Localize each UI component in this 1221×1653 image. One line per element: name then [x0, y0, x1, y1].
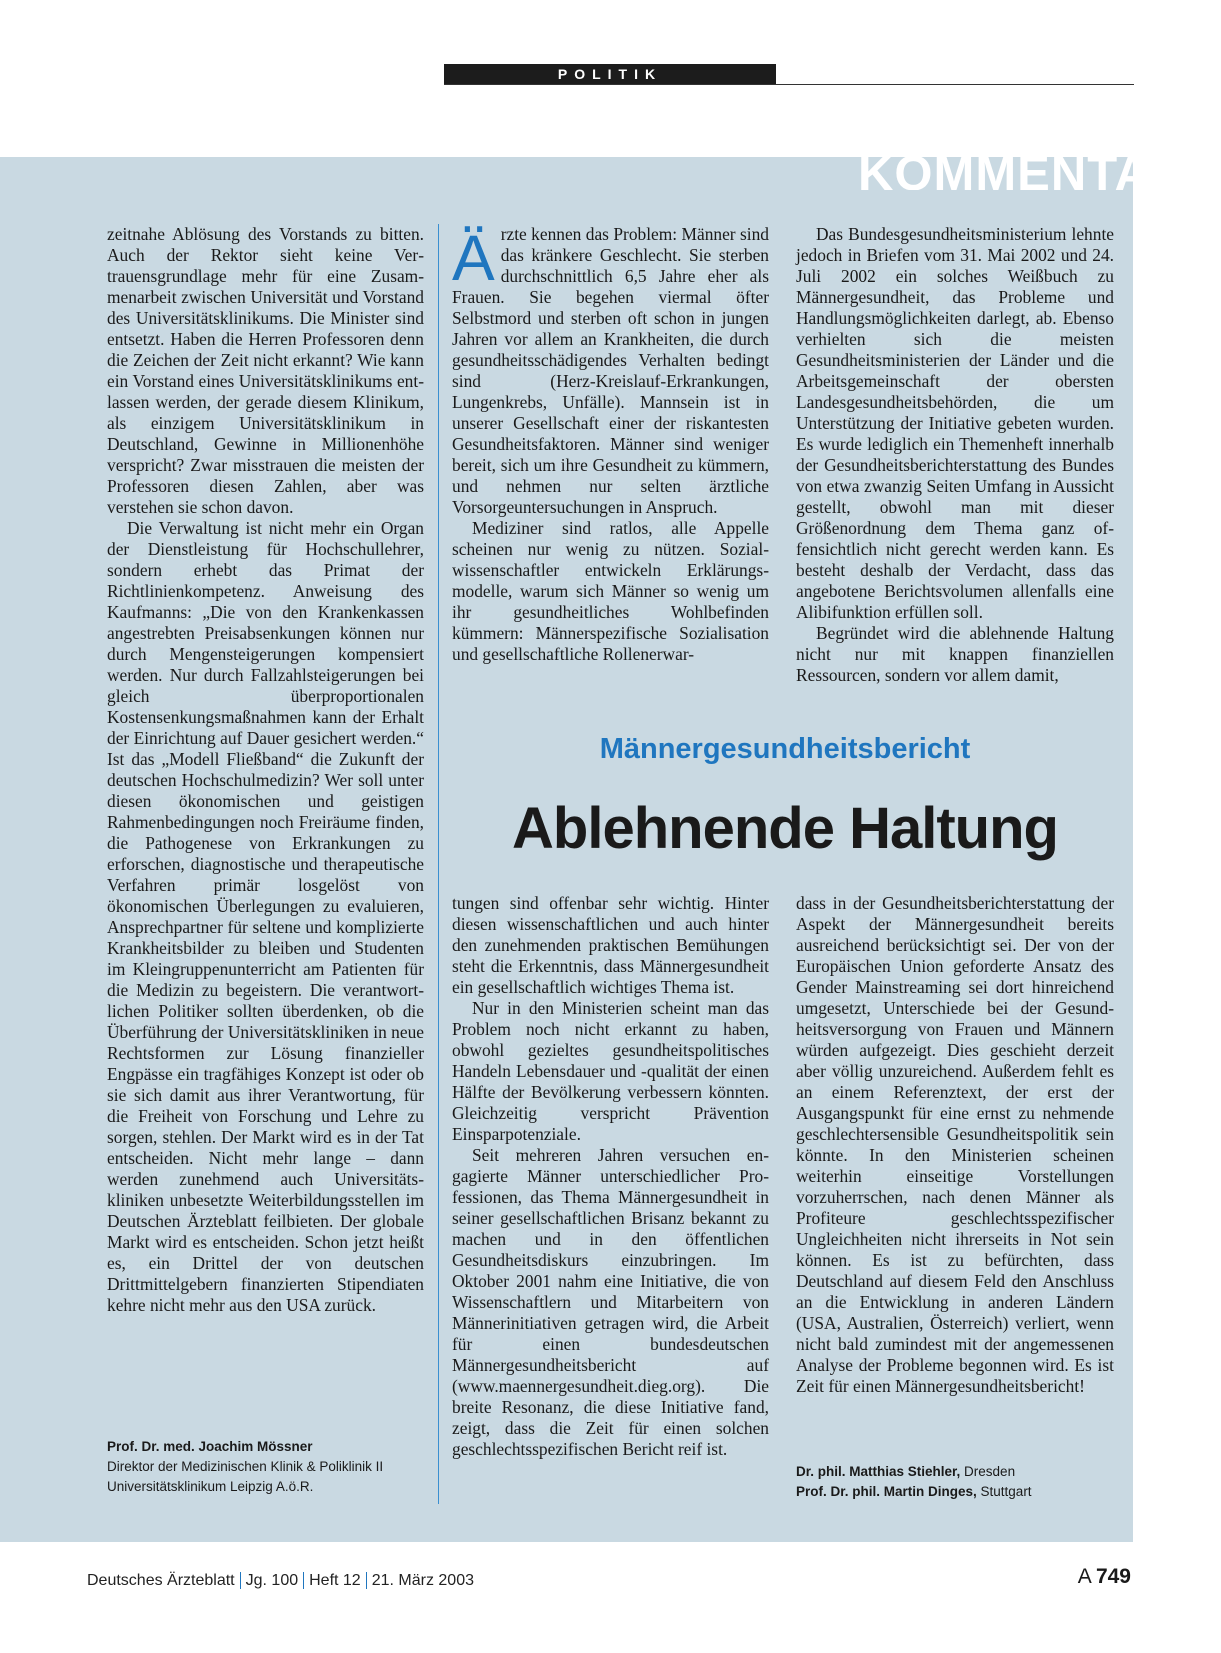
- footer-separator: [366, 1572, 367, 1589]
- column-divider: [438, 224, 439, 1504]
- author-city: Stuttgart: [976, 1484, 1032, 1499]
- section-label: POLITIK: [557, 66, 663, 82]
- left-commentary-column: [107, 224, 424, 1316]
- body-paragraph: Begründet wird die ablehnende Haltung nicht nur mit knappen finanziellen Ressourcen, sondern vor allem damit,: [796, 623, 1114, 685]
- article-kicker: Männergesundheitsbericht: [599, 733, 971, 765]
- author-affiliation: Direktor der Medizinischen Klinik & Poliklinik II: [107, 1459, 384, 1474]
- section-bar: [444, 64, 776, 85]
- lead-paragraph: [452, 224, 769, 518]
- kommentare-banner: KOMMENTARE: [858, 150, 1221, 190]
- journal-name: Deutsches Ärzteblatt: [87, 1572, 235, 1589]
- footer-separator: [240, 1572, 241, 1589]
- lead-paragraph-text: rzte kennen das Problem: Männer sind das kränkere Geschlecht. Sie sterben durchschnittlich 6,5 Jahre eher als Frauen. Sie begehen viermal öfter Selbstmord und sterben oft schon in jungen Jahren vor allem an Krankheiten, die durch gesundheitsschädigendes Verhalten bedingt sind (Herz-Kreislauf-Erkrankungen, Lungenkrebs, Unfälle). Mannsein ist in unserer Gesellschaft einer der riskantesten Gesundheitsfaktoren. Männer sind weniger bereit, sich um ihre Gesundheit zu kümmern, und nehmen nur selten ärztliche Vorsorgeuntersuchungen in Anspruch.: [452, 224, 769, 517]
- article-column-2-top: [452, 224, 769, 665]
- author-name: Dr. phil. Matthias Stiehler,: [796, 1464, 961, 1479]
- article-headline: Ablehnende Haltung: [512, 796, 1058, 861]
- author-name: Prof. Dr. med. Joachim Mössner: [107, 1439, 313, 1454]
- page-prefix: A: [1077, 1565, 1092, 1588]
- journal-issue: Heft 12: [309, 1572, 361, 1589]
- body-paragraph: Das Bundesgesundheitsministerium lehnte jedoch in Briefen vom 31. Mai 2002 und 24. Juli 2002 ein solches Weißbuch zu Männergesundheit, das Probleme und Handlungsmöglichkeiten darlegt, ab. Ebenso verhielten sich die meisten Gesundheitsministerien der Länder und die Arbeitsgemeinschaft der obersten Landesgesundheitsbehörden, die um Unterstützung der Initiative gebeten wurden. Es wurde lediglich ein Themenheft innerhalb der Gesundheitsberichterstattung des Bundes von etwa zwanzig Seiten Umfang in Aussicht gestellt, obwohl man mit dieser Größenordnung dem Thema ganz offensichtlich nicht gerecht werden kann. Es besteht deshalb der Verdacht, dass das angebotene Berichtsvolumen allenfalls eine Alibifunktion erfüllen soll.: [796, 224, 1114, 622]
- author-name: Prof. Dr. phil. Martin Dinges,: [796, 1484, 977, 1499]
- journal-date: 21. März 2003: [371, 1572, 474, 1589]
- page-number-value: 749: [1095, 1565, 1131, 1588]
- author-city: Dresden: [960, 1464, 1016, 1479]
- author-line: [796, 1462, 1126, 1482]
- top-rule: [444, 84, 1134, 85]
- article-column-2-bottom: [452, 893, 769, 1460]
- page-number: [1078, 1565, 1131, 1589]
- article-column-3-bottom: [796, 893, 1114, 1397]
- body-paragraph: tungen sind offenbar sehr wichtig. Hinter diesen wissenschaftlichen und auch hinter den zunehmenden praktischen Bemühungen steht die Erkenntnis, dass Männergesundheit ein gesellschaftlich wichtiges Thema ist.: [452, 893, 769, 997]
- drop-cap: Ä: [452, 222, 495, 294]
- body-paragraph: Mediziner sind ratlos, alle Appelle scheinen nur wenig zu nützen. Sozialwissenschaftler entwickeln Erklärungsmodelle, warum sich Männer so wenig um ihr gesundheitliches Wohlbefinden kümmern: Männerspezifische Sozialisation und gesellschaftliche Rollenerwar-: [452, 518, 769, 664]
- body-paragraph: zeitnahe Ablösung des Vorstands zu bitten. Auch der Rektor sieht keine Vertrauensgrundlage mehr für eine Zusammenarbeit zwischen Universität und Vorstand des Universitätsklinikums. Die Minister sind entsetzt. Haben die Herren Professoren denn die Zeichen der Zeit nicht erkannt? Wie kann ein Vorstand eines Universitätsklinikums entlassen werden, der gerade diesem Klinikum, als einzigem Universitätsklinikum in Deutschland, Gewinne in Millionenhöhe verspricht? Zwar misstrauen die meisten der Professoren diesen Zahlen, aber was verstehen sie schon davon.: [107, 224, 424, 517]
- article-column-3-top: [796, 224, 1114, 686]
- body-paragraph: Nur in den Ministerien scheint man das Problem noch nicht erkannt zu haben, obwohl gezieltes gesundheitspolitisches Handeln Lebensdauer und -qualität der einen Hälfte der Bevölkerung verbessern könnten. Gleichzeitig verspricht Prävention Einsparpotenziale.: [452, 998, 769, 1144]
- left-author-block: [107, 1437, 427, 1497]
- body-paragraph: Seit mehreren Jahren versuchen engagierte Männer unterschiedlicher Professionen, das Thema Männergesundheit in seiner gesellschaftlichen Brisanz bekannt zu machen und in den öffentlichen Gesundheitsdiskurs einzubringen. Im Oktober 2001 nahm eine Initiative, die von Wissenschaftlern und Mitarbeitern von Männerinitiativen getragen wird, die Arbeit für einen bundesdeutschen Männergesundheitsbericht auf (www.maennergesundheit.dieg.org). Die breite Resonanz, die diese Initiative fand, zeigt, dass die Zeit für einen solchen geschlechtsspezifischen Bericht reif ist.: [452, 1145, 769, 1459]
- author-affiliation: Universitätsklinikum Leipzig A.ö.R.: [107, 1479, 314, 1494]
- body-paragraph: dass in der Gesundheitsberichterstattung der Aspekt der Männergesundheit bereits ausreichend berücksichtigt sei. Der von der Europäischen Union geforderte Ansatz des Gender Mainstreaming sei dort hinreichend umgesetzt, Unterschiede bei der Gesundheitsversorgung von Frauen und Männern würden aufgezeigt. Dies geschieht derzeit aber völlig unzureichend. Außerdem fehlt es an einem Referenztext, der erst der Ausgangspunkt für eine ernst zu nehmende geschlechtersensible Gesundheitspolitik sein könnte. In den Ministerien scheinen weiterhin einseitige Vorstellungen vorzuherrschen, nach denen Männer als Profiteure geschlechtsspezifischer Ungleichheiten nicht ihrerseits in Not sein können. Es ist zu befürchten, dass Deutschland auf diesem Feld den Anschluss an die Entwicklung in anderen Ländern (USA, Australien, Österreich) verliert, wenn nicht bald zumindest mit der angemessenen Analyse der Probleme begonnen wird. Es ist Zeit für einen Männergesundheitsbericht!: [796, 893, 1114, 1396]
- body-paragraph: Die Verwaltung ist nicht mehr ein Organ der Dienstleistung für Hochschullehrer, sondern erhebt das Primat der Richtlinienkompetenz. Anweisung des Kaufmanns: „Die von den Krankenkassen angestrebten Preisabsenkungen können nur durch Mengensteigerungen kompensiert werden. Nur durch Fallzahlsteigerungen bei gleich überproportionalen Kostensenkungsmaßnahmen kann der Erhalt der Einrichtung auf Dauer gesichert werden.“ Ist das „Modell Fließband“ die Zukunft der deutschen Hochschulmedizin? Wer soll unter diesen ökonomischen und geistigen Rahmenbedingungen noch Freiräume finden, die Pathogenese von Erkrankungen zu erforschen, diagnostische und therapeutische Verfahren primär losgelöst von ökonomischen Überlegungen zu evaluieren, Ansprechpartner für seltene und komplizierte Krankheitsbilder zu bleiben und Studenten im Kleingruppenunterricht am Patienten für die Medizin zu begeistern. Die verantwortlichen Politiker sollten überdenken, ob die Überführung der Universitätskliniken in neue Rechtsformen zur Lösung finanzieller Engpässe ein tragfähiges Konzept ist oder ob sie sich damit aus ihrer Verantwortung, für die Freiheit von Forschung und Lehre zu sorgen, stehlen. Der Markt wird es in der Tat entscheiden. Nicht mehr lange – dann werden zunehmend auch Universitätskliniken unbesetzte Weiterbildungsstellen im Deutschen Ärzteblatt feilbieten. Der globale Markt wird es entscheiden. Schon jetzt heißt es, ein Drittel der von deutschen Drittmittelgebern finanzierten Stipendiaten kehre nicht mehr aus den USA zurück.: [107, 518, 424, 1315]
- article-author-block: [796, 1462, 1126, 1502]
- footer-separator: [303, 1572, 304, 1589]
- page-footer: [87, 1572, 474, 1590]
- journal-volume: Jg. 100: [245, 1572, 299, 1589]
- author-line: [796, 1482, 1126, 1502]
